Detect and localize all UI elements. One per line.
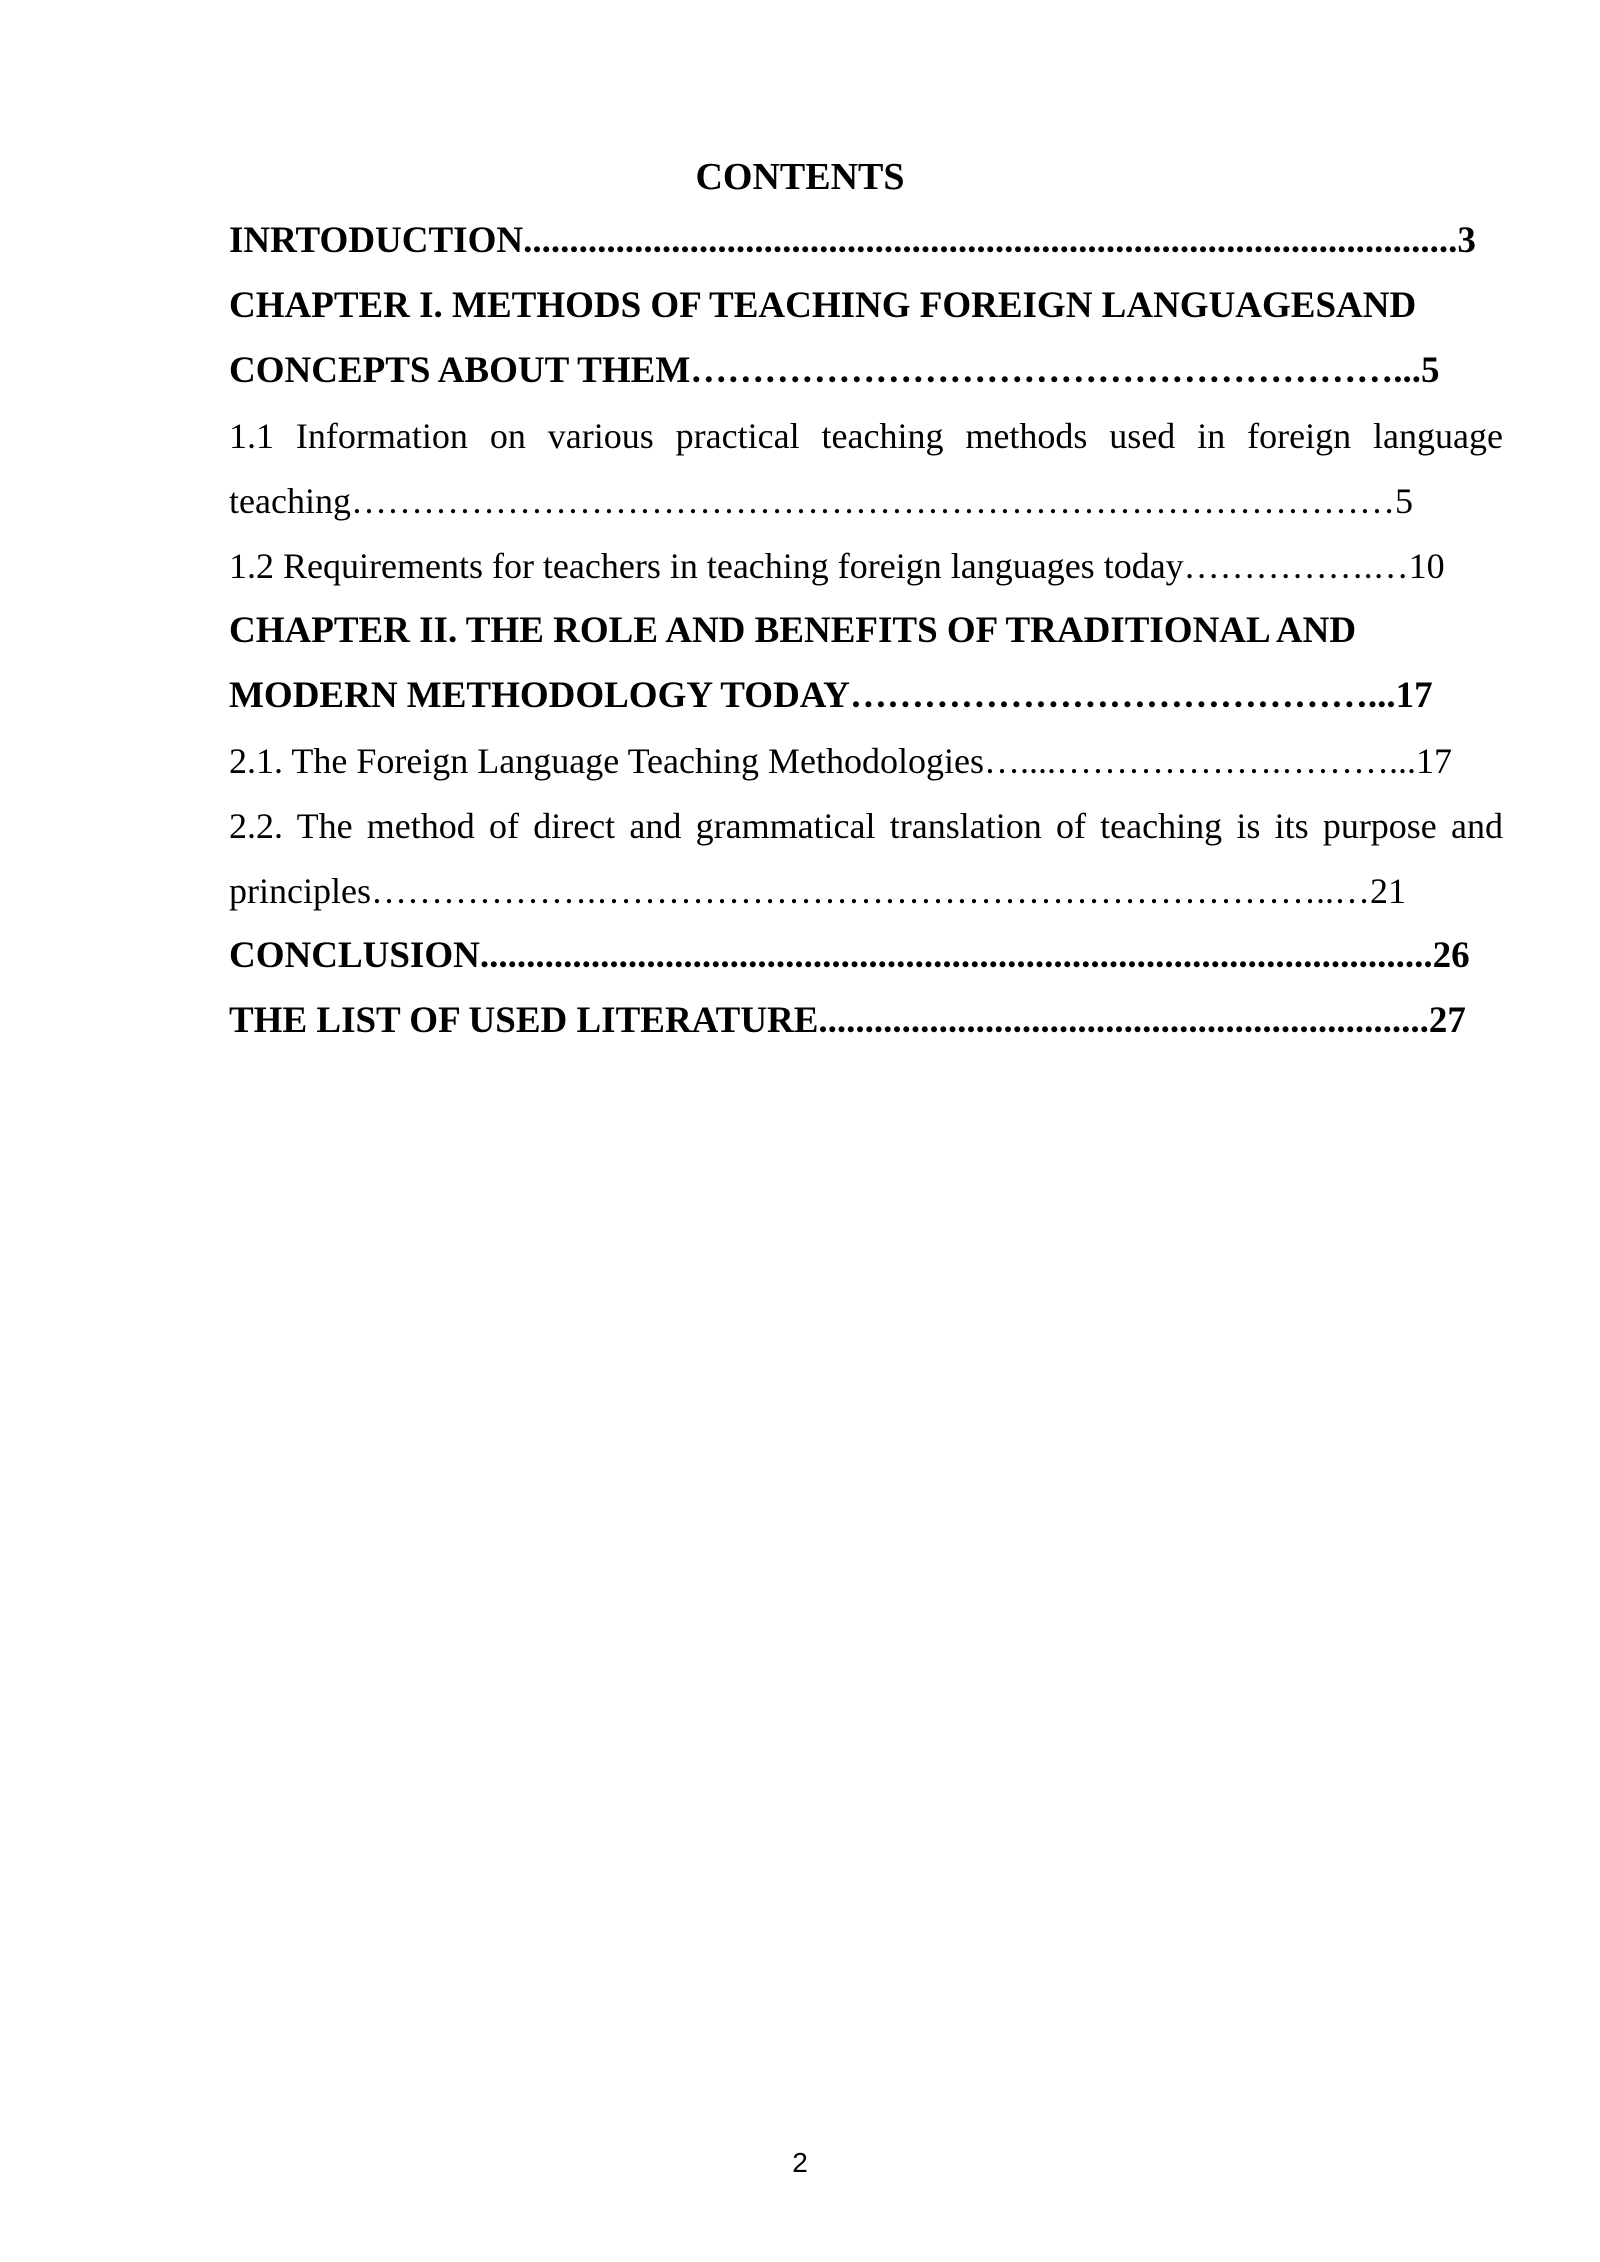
toc-entry-introduction: INRTODUCTION.....................................................................................................3 xyxy=(229,220,1476,261)
toc-entry-chapter-2-title-cont: MODERN METHODOLOGY TODAY……………………………………...17 xyxy=(229,675,1433,716)
toc-entry-section-1-1: 1.1 Information on various practical teaching methods used in foreign language xyxy=(229,416,1503,456)
toc-entry-section-2-2: 2.2. The method of direct and grammatical translation of teaching is its purpose and xyxy=(229,806,1503,846)
toc-entry-section-1-1-cont: teaching……………………………………………………………………………5 xyxy=(229,481,1413,521)
toc-entry-conclusion: CONCLUSION.......................................................................................................26 xyxy=(229,935,1470,976)
toc-entry-chapter-2-title: CHAPTER II. THE ROLE AND BENEFITS OF TRADITIONAL AND xyxy=(229,610,1357,651)
toc-entry-chapter-1-title: CHAPTER I. METHODS OF TEACHING FOREIGN LANGUAGESAND xyxy=(229,285,1417,326)
toc-entry-section-1-2: 1.2 Requirements for teachers in teaching foreign languages today…………….…10 xyxy=(229,546,1445,586)
toc-entry-chapter-1-title-cont: CONCEPTS ABOUT THEM…………………………………………………...5 xyxy=(229,350,1440,391)
toc-entry-literature: THE LIST OF USED LITERATURE..................................................................27 xyxy=(229,1000,1466,1041)
page-title: CONTENTS xyxy=(695,156,905,198)
toc-entry-section-2-2-cont: principles……………….……………………………………………………..…21 xyxy=(229,871,1406,911)
table-of-contents xyxy=(229,216,1503,1061)
toc-entry-section-2-1: 2.1. The Foreign Language Teaching Methodologies…....……………….………...17 xyxy=(229,741,1452,781)
page-number: 2 xyxy=(792,2147,808,2178)
